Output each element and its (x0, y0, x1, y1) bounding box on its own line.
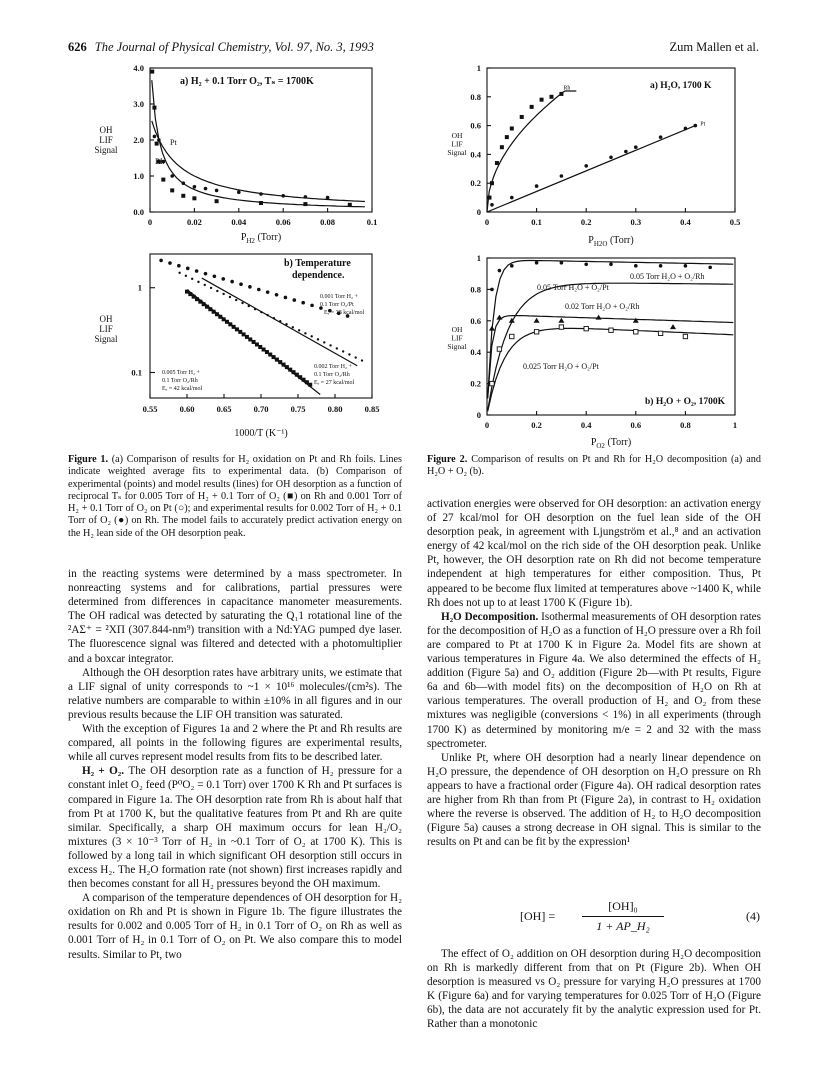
data-point (684, 127, 688, 131)
annotation-label: 0.05 Torr H₂O + O₂/Rh (630, 272, 705, 281)
data-point (659, 135, 663, 139)
paragraph-text: With the exception of Figures 1a and 2 where the Pt and Rh results are compared, all points in the following figures are experimental results, while all curves represent model results from fits to be described later. (68, 723, 402, 764)
chart-title: b) Temperature (284, 258, 351, 269)
data-point (177, 264, 181, 268)
data-point (304, 195, 308, 199)
data-point (195, 269, 199, 273)
equation-denominator: 1 + AP_H₂ (596, 919, 650, 933)
paragraph (68, 666, 402, 722)
data-point (510, 126, 514, 130)
data-point (609, 262, 613, 266)
x-tick-label: 0.1 (366, 217, 378, 227)
data-point (304, 332, 306, 334)
y-axis-label: OH (451, 325, 463, 334)
y-tick-label: 0.1 (131, 367, 142, 378)
data-point (534, 318, 540, 323)
data-point (584, 262, 588, 266)
data-point (329, 344, 331, 346)
figure-1a-chart (80, 60, 400, 250)
chart-title: a) H₂O, 1700 K (650, 81, 712, 91)
paragraph (427, 751, 761, 850)
figure-2-caption-label: Figure 2. (427, 454, 468, 465)
y-axis-label: OH (99, 314, 113, 324)
annotation-label: Pt (700, 121, 706, 128)
annotation-label: Eₐ = 42 kcal/mol (162, 386, 203, 392)
running-header (68, 40, 374, 55)
rh-fit-curve (152, 80, 365, 207)
x-tick-label: 0 (147, 217, 153, 227)
figure-2-caption (427, 454, 761, 479)
data-point (510, 264, 514, 268)
right-text-column-continued (427, 947, 761, 1032)
data-point (186, 267, 190, 271)
x-tick-label: 0 (484, 217, 490, 227)
data-point (150, 70, 154, 74)
data-point (204, 187, 208, 191)
y-tick-label: 0 (476, 207, 481, 217)
data-point (495, 161, 499, 165)
data-point (215, 199, 219, 203)
y-tick-label: 4.0 (133, 63, 144, 73)
y-axis-label: Signal (94, 145, 118, 155)
data-point (213, 274, 217, 278)
y-axis-label: Signal (447, 342, 467, 351)
data-point (658, 331, 662, 335)
x-tick-label: 0.3 (630, 217, 642, 227)
data-point (348, 353, 350, 355)
data-point (348, 203, 352, 207)
y-tick-label: 1 (476, 63, 481, 73)
data-point (193, 185, 197, 189)
paragraph-text: Unlike Pt, where OH desorption had a nearly linear dependence on H₂O pressure, the dependence of OH desorption on H₂O pressure on Rh appears to have a fractional order (Figure 4a). OH radical desorption rates are higher from Rh than from Pt (Figure 2a), in contrast to H₂ oxidation where the reverse is observed. The addition of H₂ to H₂O decomposition (Figure 5a) causes a strong decrease in OH signal. This is similar to the results on Pt and can be fit by the expression¹ (427, 751, 761, 849)
data-point (197, 281, 199, 283)
x-tick-label: 0.85 (364, 404, 380, 414)
data-point (490, 288, 494, 292)
y-tick-label: 0.2 (470, 178, 481, 189)
x-tick-label: 0.5 (729, 217, 741, 227)
y-tick-label: 0.6 (470, 315, 481, 326)
data-point (210, 287, 212, 289)
data-point (609, 155, 613, 159)
data-point (259, 192, 263, 196)
data-point (204, 272, 208, 276)
paragraph-text: The effect of O₂ addition on OH desorption during H₂O decomposition on Rh is markedly different from that on Pt (Figure 2b). When OH desorption is measured vs O₂ pressure for varying H₂O pressures at 1700 K (Figure 6a) and for varying temperatures for 0.025 Torr of H₂O (Figure 6b), the data are not accurately fit by the analytic expression used for Pt. Rather than a monotonic (427, 948, 761, 1031)
y-tick-label: 0.8 (470, 91, 481, 102)
x-axis-label: $P_{H2O}$ (Torr) (588, 235, 634, 248)
data-point (293, 298, 297, 302)
annotation-label: Rh (563, 85, 571, 92)
data-point (168, 261, 172, 265)
data-point (221, 277, 225, 281)
rh-model-line (187, 290, 320, 395)
authors-header: Zum Mallen et al. (669, 40, 759, 54)
data-point (535, 261, 539, 265)
data-point (500, 145, 504, 149)
annotation-label: 0.05 Torr H₂O + O₂/Pt (537, 283, 609, 292)
y-axis-label: Signal (94, 334, 118, 344)
data-point (560, 174, 564, 178)
chart-title: dependence. (292, 270, 345, 281)
data-point (266, 290, 270, 294)
y-tick-label: 0.4 (470, 149, 481, 160)
data-point (496, 315, 502, 320)
data-point (683, 334, 687, 338)
data-point (170, 174, 174, 178)
x-tick-label: 0.65 (216, 404, 232, 414)
x-tick-label: 0.60 (179, 404, 195, 414)
left-text-column (68, 567, 402, 962)
y-tick-label: 3.0 (133, 99, 144, 109)
right-text-column (427, 497, 761, 849)
data-point (204, 284, 206, 286)
figure-1-caption-text: (a) Comparison of results for H₂ oxidation on Pt and Rh foils. Lines indicate weighted average fits to experimental data. (b) Comparison of experimental (points) and model results (lines) for OH desorption as a function of reciprocal Tₛ for 0.005 Torr of H₂ + 0.1 Torr of O₂ (■) on Rh and 0.001 Torr of H₂ + 0.1 Torr of O₂ on Pt (○); and experimental results for 0.002 Torr of H₂ + 0.1 Torr of O₂ (●) on Rh. The model fails to accurately predict activation energy on the H₂ lean side of the OH desorption peak. (68, 454, 402, 539)
paragraph-text: Although the OH desorption rates have arbitrary units, we estimate that a LIF signal of unity corresponds to ~1 × 10¹⁶ molecules/(cm²s). The relative numbers are comparable to within ±10% in all figures and in our previous results because the LIF OH transition was saturated. (68, 666, 402, 721)
data-point (510, 196, 514, 200)
data-point (535, 184, 539, 188)
data-point (549, 95, 553, 99)
data-point (317, 338, 319, 340)
chart-title: a) H₂ + 0.1 Torr O₂, Tₛ = 1700K (180, 76, 314, 87)
annotation-label: 0.025 Torr H₂O + O₂/Pt (523, 362, 599, 371)
data-point (530, 105, 534, 109)
x-tick-label: 0.4 (580, 420, 592, 430)
data-point (560, 261, 564, 265)
data-point (170, 188, 174, 192)
data-point (559, 92, 563, 96)
paragraph-text: Isothermal measurements of OH desorption rates for the decomposition of H₂O as a function of H₂O pressure over a Rh foil are compared to Pt at 1700 K in Figure 2a. Model fits are shown at various temperatures in Figure 4a. We also determined the effects of H₂ addition (Figure 5a) and O₂ addition (Figure 2b—with Pt results, Figure 6a and 6b—with model fits) on the decomposition of H₂O on Rh at various temperatures. The overall production of H₂ and O₂ from these mixtures was negligible (conversions < 1%) in all experiments (through 1700 K) as determined by monitoring m/e = 2 and 32 with the mass spectrometer. (427, 610, 762, 750)
y-axis-label: Signal (447, 148, 467, 157)
annotation-label: 0.1 Torr O₂/Rh (314, 372, 350, 378)
data-point (222, 293, 224, 295)
data-point (609, 328, 613, 332)
data-point (153, 135, 157, 139)
paragraph (68, 891, 402, 961)
data-point (520, 115, 524, 119)
x-tick-label: 0 (484, 420, 490, 430)
x-tick-label: 0.75 (290, 404, 306, 414)
data-point (659, 264, 663, 268)
section-heading: H₂O Decomposition. (441, 610, 542, 623)
data-point (178, 272, 180, 274)
data-point (181, 194, 185, 198)
annotation-label: 0.005 Torr H₂ + (162, 370, 200, 376)
data-point (237, 190, 241, 194)
figure-2b-chart (445, 250, 775, 450)
equation-lhs: [OH] = (520, 909, 556, 923)
data-point (584, 326, 588, 330)
data-point (540, 98, 544, 102)
y-axis-label: OH (451, 131, 463, 140)
data-point (241, 302, 243, 304)
y-axis-label: LIF (451, 139, 463, 149)
chart-title: b) H₂O + O₂, 1700K (645, 397, 725, 407)
data-point (670, 324, 676, 329)
data-point (634, 145, 638, 149)
paragraph (68, 722, 402, 764)
data-point (275, 293, 279, 297)
data-point (310, 335, 312, 337)
data-point (215, 189, 219, 193)
data-point (259, 201, 263, 205)
section-heading: H₂ + O₂. (82, 765, 129, 778)
y-tick-label: 1.0 (133, 171, 144, 181)
data-point (161, 178, 165, 182)
data-point (497, 347, 501, 351)
x-axis-label: $P_{H2}$ (Torr) (240, 232, 282, 245)
data-point (155, 142, 159, 146)
x-axis-label: 1000/T (K⁻¹) (234, 428, 288, 439)
data-point (505, 135, 509, 139)
x-tick-label: 0.6 (630, 420, 642, 430)
data-point (298, 329, 300, 331)
x-tick-label: 0.02 (186, 217, 202, 227)
data-point (596, 315, 602, 320)
data-point (216, 290, 218, 292)
annotation-label: Pt (170, 138, 177, 147)
figure-1-caption-label: Figure 1. (68, 454, 109, 465)
y-axis-label: OH (99, 125, 113, 135)
data-point (624, 150, 628, 154)
data-point (490, 181, 494, 185)
y-tick-label: 0.6 (470, 120, 481, 131)
y-axis-label: LIF (99, 135, 113, 145)
data-point (355, 356, 357, 358)
data-point (684, 264, 688, 268)
x-tick-label: 0.08 (320, 217, 336, 227)
figure-2a-chart (445, 60, 775, 250)
figure-1b-chart (80, 250, 400, 450)
x-tick-label: 0.55 (142, 404, 158, 414)
y-tick-label: 0 (476, 410, 481, 420)
paragraph (68, 567, 402, 666)
data-point (361, 359, 363, 361)
figure-1-caption (68, 454, 402, 540)
data-point (323, 341, 325, 343)
data-point (634, 264, 638, 268)
data-point (487, 196, 491, 200)
data-point (159, 259, 163, 263)
x-tick-label: 0.80 (327, 404, 343, 414)
data-point (326, 196, 330, 200)
data-point (490, 381, 494, 385)
annotation-label: Eₐ = 27 kcal/mol (314, 380, 355, 386)
plot-frame (150, 68, 372, 212)
equation-4 (520, 899, 760, 935)
data-point (191, 278, 193, 280)
data-point (584, 164, 588, 168)
data-point (281, 194, 285, 198)
data-point (694, 124, 698, 128)
x-tick-label: 0.04 (231, 217, 247, 227)
x-tick-label: 0.4 (680, 217, 691, 227)
data-point (708, 266, 712, 270)
annotation-label: 0.02 Torr H₂O + O₂/Rh (565, 302, 640, 311)
x-tick-label: 0.2 (531, 420, 542, 430)
y-tick-label: 0.4 (470, 347, 481, 358)
paragraph (427, 947, 761, 1032)
y-axis-label: LIF (451, 333, 463, 343)
x-tick-label: 1 (732, 420, 738, 430)
y-tick-label: 1 (137, 282, 142, 293)
data-point (634, 330, 638, 334)
x-tick-label: 0.06 (275, 217, 291, 227)
x-axis-label: $P_{O2}$ (Torr) (590, 437, 632, 450)
data-point (182, 181, 186, 185)
equation-numerator: [OH]₀ (608, 899, 638, 913)
annotation-label: 0.002 Torr H₂ + (314, 364, 352, 370)
data-point (558, 318, 564, 323)
paragraph-text: A comparison of the temperature dependences of OH desorption for H₂ oxidation on Rh and Pt is shown in Figure 1b. The figure illustrates the results for 0.002 and 0.005 Torr of H₂ in 0.1 Torr of O₂ on Rh as well as 0.001 Torr of H₂ in 0.1 Torr of O₂ on Pt. We also compare this to model results. Similar to Pt, two (68, 892, 402, 961)
paragraph-text: activation energies were observed for OH desorption: an activation energy of 27 kcal/mol for OH desorption on the fuel lean side of the OH desorption peak, in agreement with Ljungström et al.,⁸ and an activation energy of 42 kcal/mol on the rich side of the OH desorption peak. Unlike Pt, however, the OH desorption rate on Rh did not become temperature independent at high temperatures for either composition. Thus, Pt appeared to be become flux limited at temperatures above ~1400 K, while Rh does not up to at least 1700 K (Figure 1b). (427, 498, 761, 609)
data-point (490, 203, 494, 207)
pt-fit-curve (152, 121, 365, 202)
data-point (152, 106, 156, 110)
x-tick-label: 0.8 (680, 420, 691, 430)
data-point (239, 282, 243, 286)
annotation-label: 0.1 Torr O₂/Rh (162, 378, 198, 384)
y-tick-label: 0.2 (470, 378, 481, 389)
paragraph-text: in the reacting systems were determined by a mass spectrometer. In nonreacting systems and for calibrations, partial pressures were determined from differences in capacitance manometer measurements. The OH radical was detected by saturating the Q₁1 rotational line of the ²AΣ⁺ = ²XΠ (307.844-nm⁹) transition with a Nd:YAG pumped dye laser. The fluorescence signal was filtered and detected with a photomultiplier and a boxcar integrator. (68, 568, 402, 665)
data-point (336, 347, 338, 349)
data-point (510, 334, 514, 338)
data-point (489, 326, 495, 331)
equation-fraction-bar (582, 916, 664, 917)
x-tick-label: 0.70 (253, 404, 269, 414)
data-point (292, 326, 294, 328)
y-tick-label: 2.0 (133, 135, 144, 145)
journal-title: The Journal of Physical Chemistry, Vol. 97, No. 3, 1993 (94, 40, 374, 54)
annotation-label: 0.1 Torr O₂/Pt (320, 302, 354, 308)
paragraph (427, 610, 761, 751)
data-point (498, 269, 502, 273)
data-point (284, 296, 288, 300)
data-point (257, 288, 261, 292)
pt-fit-line (487, 126, 695, 212)
data-point (248, 285, 252, 289)
data-point (301, 301, 305, 305)
data-point (310, 304, 314, 308)
x-tick-label: 0.1 (531, 217, 542, 227)
data-point (235, 299, 237, 301)
data-point (633, 318, 639, 323)
data-point (534, 330, 538, 334)
equation-number: (4) (746, 909, 760, 923)
y-tick-label: 0.8 (470, 284, 481, 295)
paragraph (68, 764, 402, 891)
data-point (185, 275, 187, 277)
paragraph-text: The OH desorption rate as a function of H₂ pressure for a constant inlet O₂ feed (P⁰O₂ = 0.1 Torr) over 1700 K Rh and Pt surfaces is compared in Figure 1a. The OH desorption rate from Rh is about half that from Pt at 1700 K, but the qualitative features from Pt and Rh are quite similar. Specifically, a sharp OH maximum occurs for lean H₂/O₂ mixtures (3 × 10⁻³ Torr of H₂ in ~0.1 Torr of O₂ at 1700 K). This is followed by a long tail in which significant OH desorption still occurs in excess H₂. The H₂O formation rate (not shown) first increases rapidly and then becomes constant for all H₂ pressures beyond the OH maximum. (68, 765, 402, 891)
y-tick-label: 0.0 (133, 207, 144, 217)
paragraph (427, 497, 761, 610)
data-point (157, 138, 161, 142)
y-tick-label: 1 (476, 253, 481, 263)
data-point (230, 280, 234, 284)
figure-2-caption-text: Comparison of results on Pt and Rh for H₂O decomposition (a) and H₂O + O₂ (b). (427, 454, 761, 478)
x-tick-label: 0.2 (580, 217, 592, 227)
page-number: 626 (68, 40, 87, 54)
data-point (229, 296, 231, 298)
annotation-label: Rh (155, 157, 165, 166)
data-point (303, 202, 307, 206)
data-point (192, 196, 196, 200)
annotation-label: 0.001 Torr H₂ + (320, 294, 358, 300)
data-point (342, 350, 344, 352)
annotation-label: Eₐ = 38 kcal/mol (324, 310, 365, 316)
y-axis-label: LIF (99, 324, 113, 334)
data-point (559, 325, 563, 329)
